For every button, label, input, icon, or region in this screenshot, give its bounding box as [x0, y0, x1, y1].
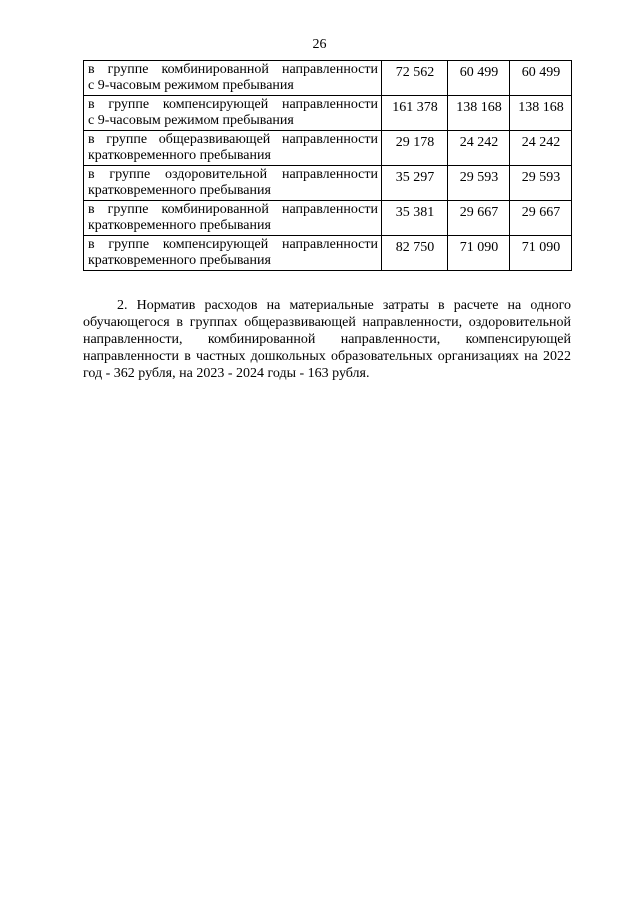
page-number: 26 — [312, 37, 327, 52]
table-cell-value: 29 667 — [510, 201, 572, 236]
label-line: кратковременного пребывания — [88, 253, 271, 268]
table-row — [84, 236, 572, 271]
label-line: кратковременного пребывания — [88, 148, 271, 163]
table-cell-label — [84, 131, 382, 166]
label-line: с 9-часовым режимом пребывания — [88, 113, 294, 128]
body-paragraph — [83, 297, 571, 382]
table-cell-value: 71 090 — [448, 236, 510, 271]
label-line: в группе общеразвивающей направленности — [88, 132, 378, 147]
table-cell-value: 29 593 — [448, 166, 510, 201]
table-cell-label — [84, 236, 382, 271]
label-line: в группе комбинированной направленности — [88, 202, 378, 217]
label-line: в группе комбинированной направленности — [88, 62, 378, 77]
label-line: в группе оздоровительной направленности — [88, 167, 378, 182]
expense-norms-table — [83, 60, 572, 271]
table-cell-value: 35 297 — [382, 166, 448, 201]
label-line: в группе компенсирующей направленности — [88, 237, 378, 252]
table-cell-label — [84, 61, 382, 96]
table-cell-value: 72 562 — [382, 61, 448, 96]
label-line: в группе компенсирующей направленности — [88, 97, 378, 112]
table-cell-label — [84, 96, 382, 131]
table-row — [84, 96, 572, 131]
label-line: с 9-часовым режимом пребывания — [88, 78, 294, 93]
table-cell-value: 60 499 — [510, 61, 572, 96]
table-cell-value: 24 242 — [510, 131, 572, 166]
table-row — [84, 131, 572, 166]
table-cell-value: 35 381 — [382, 201, 448, 236]
table-row — [84, 166, 572, 201]
table-cell-value: 138 168 — [510, 96, 572, 131]
table-cell-value: 82 750 — [382, 236, 448, 271]
table-cell-value: 161 378 — [382, 96, 448, 131]
table-cell-value: 138 168 — [448, 96, 510, 131]
table-row — [84, 61, 572, 96]
table-cell-label — [84, 201, 382, 236]
table-cell-value: 60 499 — [448, 61, 510, 96]
label-line: кратковременного пребывания — [88, 218, 271, 233]
table-cell-value: 29 593 — [510, 166, 572, 201]
table-cell-value: 71 090 — [510, 236, 572, 271]
table-cell-value: 29 667 — [448, 201, 510, 236]
table-cell-label — [84, 166, 382, 201]
table-cell-value: 24 242 — [448, 131, 510, 166]
label-line: кратковременного пребывания — [88, 183, 271, 198]
table-cell-value: 29 178 — [382, 131, 448, 166]
table-row — [84, 201, 572, 236]
paragraph-text: 2. Норматив расходов на материальные затраты в расчете на одного обучающегося в группах общеразвивающей направленности, оздоровительной направленности, комбинированной направленности, компенсирующей направленности в частных дошкольных образовательных организациях на 2022 год - 362 рубля, на 2023 - 2024 годы - 163 рубля. — [83, 298, 571, 381]
